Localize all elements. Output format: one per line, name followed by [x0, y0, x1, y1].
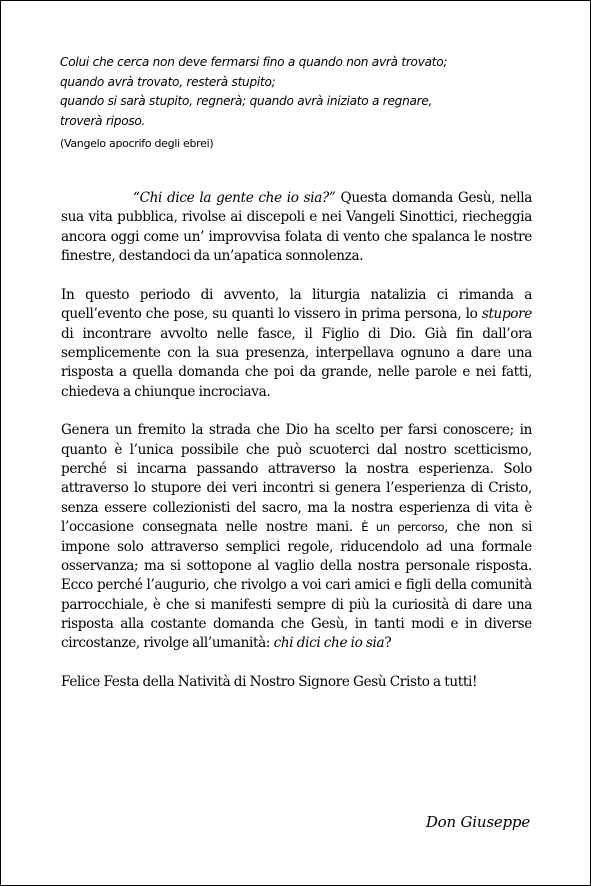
letter-body [61, 189, 532, 712]
closing-question: chi dici che io sia [273, 635, 385, 652]
greeting: Felice Festa della Natività di Nostro Signore Gesù Cristo a tutti! [61, 674, 478, 691]
paragraph-advent [61, 286, 532, 402]
paragraph-text: Questa domanda Gesù, nella sua vita pubblica, rivolse ai discepoli e nei Vangeli Sinottici, riecheggia ancora oggi come un’ improvvisa folata di vento che spalanca le nostre finestre, destandoci da un’apatica sonnolenza. [61, 190, 532, 265]
emphasis-word: stupore [481, 306, 532, 323]
epigraph [60, 53, 540, 154]
paragraph-path [61, 421, 532, 653]
paragraph-text: ? [384, 635, 392, 652]
paragraph-text: di incontrare avvolto nelle fasce, il Figlio di Dio. Già fin dall’ora semplicemente con la sua presenza, interpellava ognuno a dare una risposta a quella domanda che poi da grande, nelle parole e nei fatti, chiedeva a chiunque incrociava. [61, 325, 532, 400]
signature: Don Giuseppe [425, 813, 530, 831]
paragraph-text: In questo periodo di avvento, la liturgia natalizia ci rimanda a quell’evento che pose, su quanti lo vissero in prima persona, lo [61, 286, 532, 323]
epigraph-line: quando avrà trovato, resterà stupito; [60, 74, 276, 89]
paragraph-text: , che non si impone solo attraverso semplici regole, riducendolo ad una formale osservanza; ma si sottopone al vaglio della nostra personale risposta. Ecco perché l’augurio, che rivolgo a voi cari amici e figli della comunità parrocchiale, è che si manifesti sempre di più la curiosità di dare una risposta alla costante domanda che Gesù, in tanti modi e in diverse circostanze, rivolge all’umanità: [61, 519, 533, 652]
paragraph-opening [61, 189, 532, 266]
epigraph-source: (Vangelo apocrifo degli ebrei) [60, 137, 214, 150]
epigraph-line: Colui che cerca non deve fermarsi fino a quando non avrà trovato; [60, 55, 448, 69]
epigraph-line: quando si sarà stupito, regnerà; quando avrà iniziato a regnare, [60, 94, 433, 108]
opening-quote: “Chi dice la gente che io sia?” [133, 190, 336, 206]
epigraph-line: troverà riposo. [60, 113, 146, 128]
paragraph-text: Genera un fremito la strada che Dio ha scelto per farsi conoscere; in quanto è l’unica possibile che può scuoterci dal nostro scetticismo, perché si incarna passando attraverso la nostra esperienza. Solo attraverso lo stupore dei veri incontri si genera l’esperienza di Cristo, senza essere collezionisti del sacro, ma la nostra esperienza di vita è l’occasione consegnata nelle nostre mani. [61, 422, 532, 536]
small-sans-text: È un percorso [361, 520, 445, 535]
